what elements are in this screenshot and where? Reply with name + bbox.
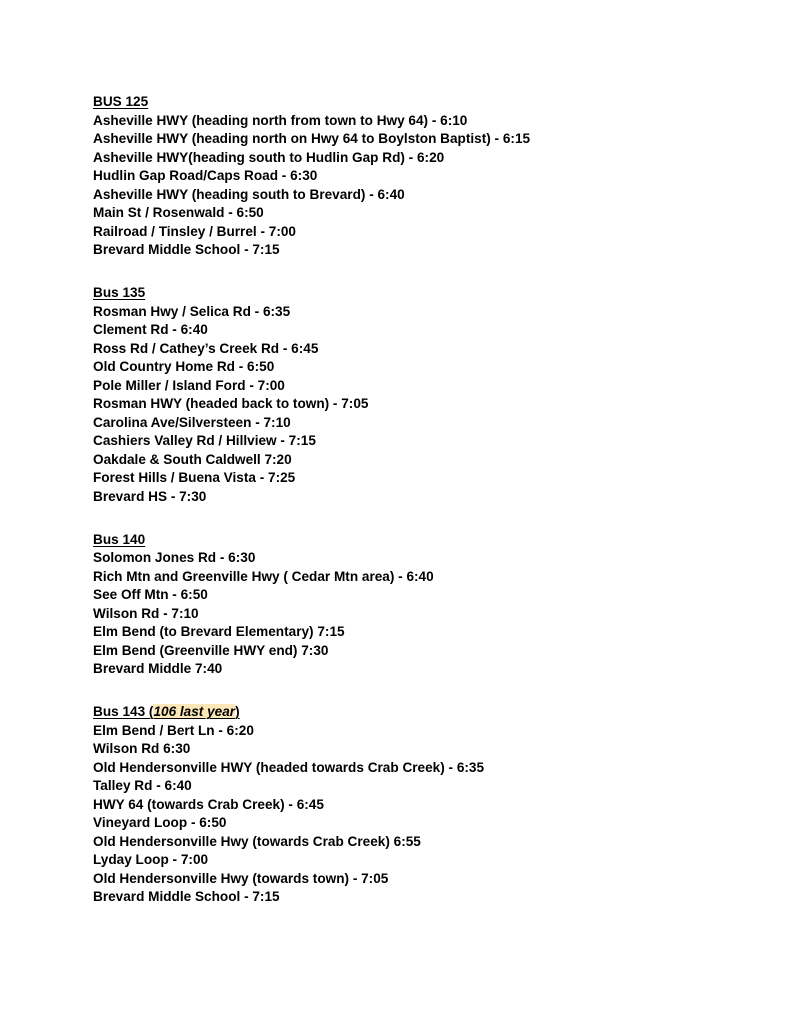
stop-line: HWY 64 (towards Crab Creek) - 6:45	[93, 796, 324, 812]
stop-line: Solomon Jones Rd - 6:30	[93, 550, 256, 565]
bus-section-140	[93, 531, 773, 679]
section-heading: Bus 135	[93, 285, 146, 300]
stop-line: Hudlin Gap Road/Caps Road - 6:30	[93, 168, 318, 183]
stop-line: Brevard Middle School - 7:15	[93, 889, 280, 904]
section-heading-prefix: Bus 143 (	[93, 704, 154, 719]
stop-line: See Off Mtn - 6:50	[93, 587, 208, 602]
section-heading-suffix: )	[235, 704, 240, 719]
stop-line: Forest Hills / Buena Vista - 7:25	[93, 470, 296, 485]
document-page	[93, 93, 773, 931]
stop-line: Pole Miller / Island Ford - 7:00	[93, 377, 285, 393]
section-heading: Bus 140	[93, 531, 146, 547]
stop-line: Elm Bend (to Brevard Elementary) 7:15	[93, 624, 345, 639]
stop-line: Rich Mtn and Greenville Hwy ( Cedar Mtn area) - 6:40	[93, 568, 434, 584]
bus-section-143	[93, 703, 773, 907]
bus-section-135	[93, 284, 773, 506]
stop-line: Rosman HWY (headed back to town) - 7:05	[93, 396, 369, 411]
stop-line: Carolina Ave/Silversteen - 7:10	[93, 414, 291, 430]
stop-line: Ross Rd / Cathey’s Creek Rd - 6:45	[93, 340, 319, 356]
stop-line: Asheville HWY(heading south to Hudlin Gap Rd) - 6:20	[93, 149, 445, 165]
stop-line: Clement Rd - 6:40	[93, 322, 208, 337]
stop-line: Asheville HWY (heading south to Brevard) - 6:40	[93, 186, 405, 202]
stop-line: Elm Bend / Bert Ln - 6:20	[93, 722, 254, 738]
stop-line: Asheville HWY (heading north on Hwy 64 to Boylston Baptist) - 6:15	[93, 131, 531, 146]
stop-line: Talley Rd - 6:40	[93, 778, 192, 793]
stop-line: Elm Bend (Greenville HWY end) 7:30	[93, 642, 329, 658]
stop-line: Cashiers Valley Rd / Hillview - 7:15	[93, 433, 316, 448]
section-heading	[93, 703, 773, 722]
stop-line: Old Hendersonville Hwy (towards Crab Creek) 6:55	[93, 833, 421, 849]
stop-line: Old Hendersonville HWY (headed towards Crab Creek) - 6:35	[93, 759, 485, 775]
stop-line: Lyday Loop - 7:00	[93, 852, 209, 867]
stop-line: Wilson Rd - 7:10	[93, 605, 199, 621]
stop-line: Brevard HS - 7:30	[93, 488, 207, 504]
stop-line: Vineyard Loop - 6:50	[93, 815, 227, 830]
stop-line: Rosman Hwy / Selica Rd - 6:35	[93, 303, 291, 319]
highlighted-note: 106 last year	[153, 704, 236, 719]
stop-line: Old Country Home Rd - 6:50	[93, 359, 275, 374]
stop-line: Railroad / Tinsley / Burrel - 7:00	[93, 223, 296, 239]
stop-line: Brevard Middle 7:40	[93, 661, 223, 676]
section-heading: BUS 125	[93, 94, 149, 109]
stop-line: Main St / Rosenwald - 6:50	[93, 205, 264, 220]
stop-line: Oakdale & South Caldwell 7:20	[93, 451, 292, 467]
stop-line: Wilson Rd 6:30	[93, 741, 191, 756]
stop-line: Brevard Middle School - 7:15	[93, 242, 280, 257]
stop-line: Old Hendersonville Hwy (towards town) - 7:05	[93, 870, 389, 886]
stop-line: Asheville HWY (heading north from town to Hwy 64) - 6:10	[93, 112, 468, 128]
bus-section-125	[93, 93, 773, 260]
